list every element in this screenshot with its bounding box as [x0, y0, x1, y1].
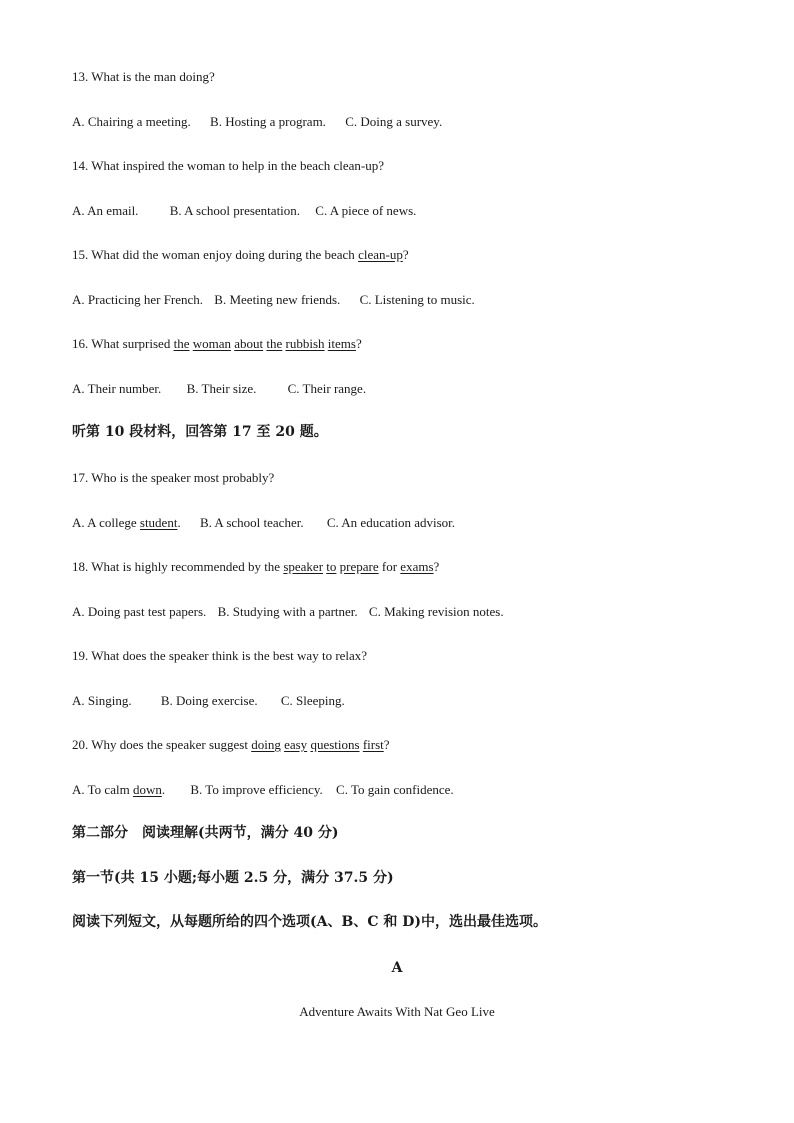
- option-17-a-underlined: student: [139, 515, 178, 530]
- question-16-underlined: items: [327, 336, 356, 351]
- option-18-c: C. Making revision notes.: [368, 604, 504, 619]
- option-17-b: B. A school teacher.: [199, 515, 304, 530]
- question-15-underlined: clean-up: [358, 247, 403, 262]
- option-20-a-text: A. To calm: [72, 782, 133, 797]
- question-16-underlined: about: [234, 336, 264, 351]
- section-heading-10: 听第 10 段材料，回答第 17 至 20 题。: [72, 424, 328, 440]
- option-18-b: B. Studying with a partner.: [217, 604, 358, 619]
- question-20-underlined: doing: [251, 737, 281, 752]
- option-14-c: C. A piece of news.: [315, 203, 417, 218]
- question-18-text: for: [378, 559, 401, 574]
- question-16-underlined: woman: [192, 336, 231, 351]
- option-19-c: C. Sleeping.: [280, 693, 345, 708]
- question-15-end: ?: [402, 247, 409, 262]
- option-13-b: B. Hosting a program.: [210, 114, 326, 129]
- option-16-b: B. Their size.: [186, 381, 257, 396]
- question-20-underlined: easy: [284, 737, 308, 752]
- options-17: [72, 514, 734, 532]
- options-18: [72, 603, 734, 621]
- option-17-a-text: A. A college: [72, 515, 140, 530]
- question-20-end: ?: [383, 737, 390, 752]
- question-17: 17. Who is the speaker most probably?: [72, 470, 275, 485]
- option-20-b: B. To improve efficiency.: [190, 782, 323, 797]
- question-16-end: ?: [355, 336, 362, 351]
- question-16-underlined: rubbish: [285, 336, 325, 351]
- option-16-c: C. Their range.: [287, 381, 367, 396]
- question-20-underlined: first: [362, 737, 384, 752]
- option-16-a: A. Their number.: [72, 381, 162, 396]
- question-20: [72, 736, 734, 754]
- question-20-underlined: questions: [310, 737, 360, 752]
- question-18: [72, 558, 734, 576]
- question-18-underlined: to: [326, 559, 337, 574]
- question-15-text: 15. What did the woman enjoy doing during the beach: [72, 247, 359, 262]
- question-15: [72, 246, 734, 264]
- question-16-underlined: the: [173, 336, 190, 351]
- question-16-text: 16. What surprised: [72, 336, 174, 351]
- option-20-c: C. To gain confidence.: [336, 782, 454, 797]
- question-13: 13. What is the man doing?: [72, 69, 215, 84]
- section-one-heading: 第一节(共 15 小题;每小题 2.5 分，满分 37.5 分): [72, 870, 394, 886]
- question-18-underlined: speaker: [283, 559, 324, 574]
- question-18-underlined: prepare: [339, 559, 379, 574]
- question-16: [72, 335, 734, 353]
- reading-instructions: 阅读下列短文，从每题所给的四个选项(A、B、C 和 D)中，选出最佳选项。: [72, 914, 547, 930]
- options-20: [72, 781, 734, 799]
- options-13: [72, 113, 734, 131]
- question-16-underlined: the: [266, 336, 283, 351]
- options-16: [72, 380, 734, 398]
- question-18-text: 18. What is highly recommended by the: [72, 559, 284, 574]
- option-13-c: C. Doing a survey.: [345, 114, 443, 129]
- option-15-a: A. Practicing her French.: [72, 292, 204, 307]
- option-20-a: [72, 781, 165, 799]
- part-two-heading: 第二部分 阅读理解(共两节，满分 40 分): [72, 825, 339, 841]
- option-20-a-underlined: down: [132, 782, 162, 797]
- options-19: [72, 692, 734, 710]
- option-19-b: B. Doing exercise.: [160, 693, 258, 708]
- question-18-end: ?: [433, 559, 440, 574]
- option-17-c: C. An education advisor.: [326, 515, 456, 530]
- question-14: 14. What inspired the woman to help in the beach clean-up?: [72, 158, 385, 173]
- passage-letter: A: [391, 960, 403, 976]
- option-14-a: A. An email.: [72, 203, 139, 218]
- option-20-a-end: .: [161, 782, 166, 797]
- passage-title: Adventure Awaits With Nat Geo Live: [299, 1004, 495, 1019]
- option-17-a: [72, 514, 181, 532]
- option-18-a: A. Doing past test papers.: [72, 604, 207, 619]
- question-20-text: 20. Why does the speaker suggest: [72, 737, 252, 752]
- question-18-underlined: exams: [400, 559, 434, 574]
- options-15: [72, 291, 734, 309]
- option-15-c: C. Listening to music.: [359, 292, 475, 307]
- option-15-b: B. Meeting new friends.: [214, 292, 341, 307]
- option-14-b: B. A school presentation.: [169, 203, 301, 218]
- options-14: [72, 202, 734, 220]
- question-19: 19. What does the speaker think is the best way to relax?: [72, 648, 368, 663]
- option-13-a: A. Chairing a meeting.: [72, 114, 191, 129]
- option-19-a: A. Singing.: [72, 693, 132, 708]
- option-17-a-end: .: [177, 515, 181, 530]
